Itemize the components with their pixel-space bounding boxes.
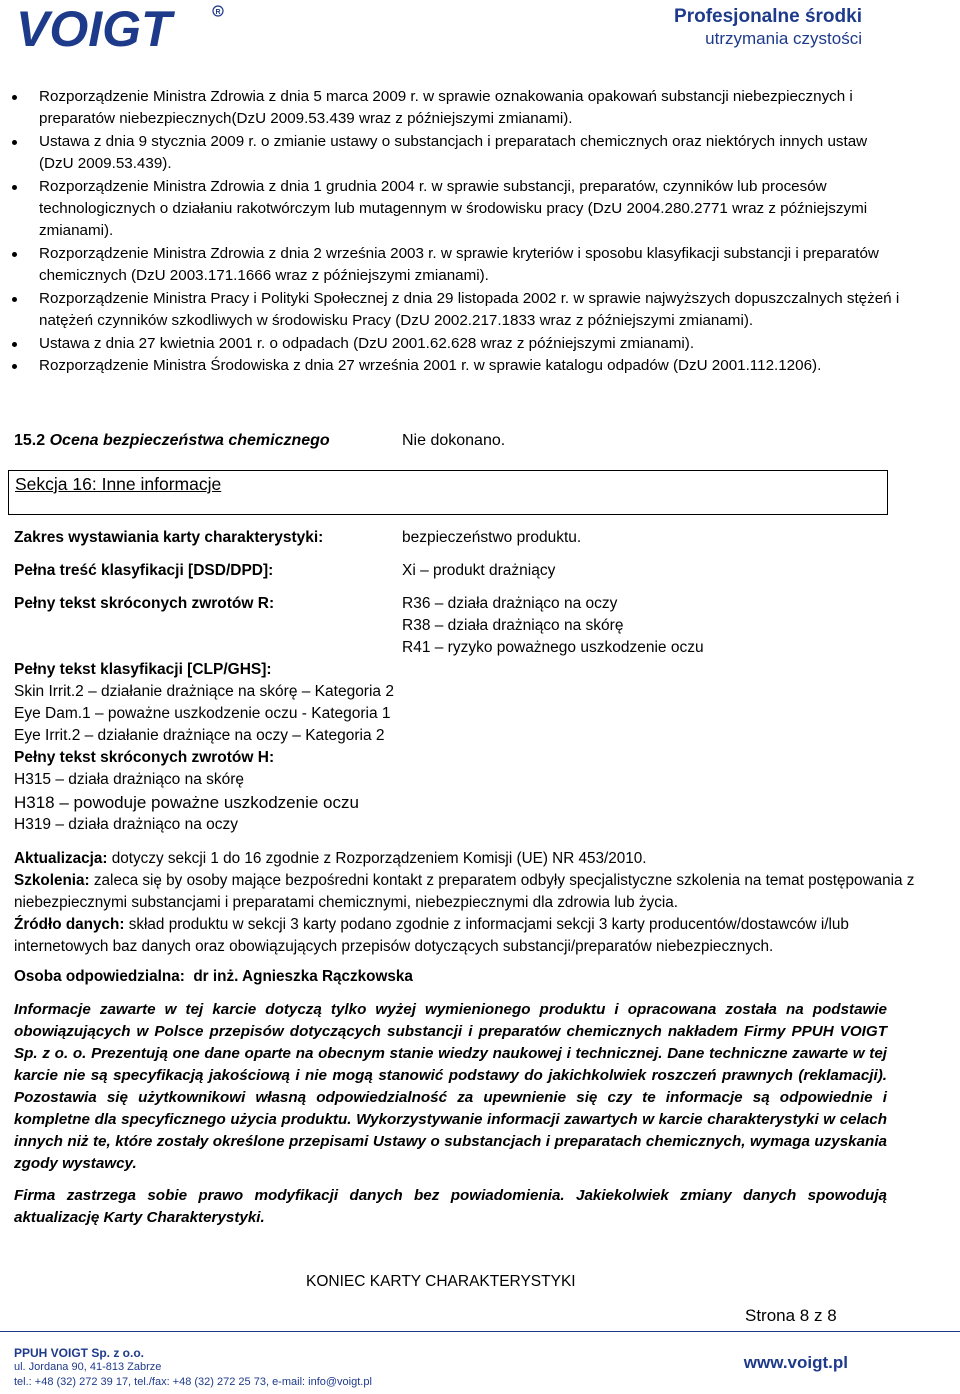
list-item: Ustawa z dnia 27 kwietnia 2001 r. o odpadach (DzU 2001.62.628 wraz z późniejszymi zmianami). — [0, 333, 900, 355]
responsible-person — [14, 966, 934, 988]
source-note — [14, 914, 934, 958]
tagline-1: Profesjonalne środki — [674, 6, 862, 27]
scope-label: Zakres wystawiania karty charakterystyki: — [14, 529, 324, 546]
source-label: Źródło danych: — [14, 916, 125, 933]
training-note — [14, 870, 934, 914]
section-16-heading-box — [8, 470, 888, 515]
clp-item: Skin Irrit.2 – działanie drażniące na skórę – Kategoria 2 — [14, 683, 394, 700]
list-item: Rozporządzenie Ministra Zdrowia z dnia 1 grudnia 2004 r. w sprawie substancji, preparatów, czynników lub procesów technologicznych o działaniu rakotwórczym lub mutagennym w środowisku pracy (DzU 2004.280.2771 wraz z późniejszymi zmianami). — [0, 176, 900, 243]
responsible-label: Osoba odpowiedzialna: — [14, 968, 185, 985]
section-title: Ocena bezpieczeństwa chemicznego — [49, 432, 330, 449]
list-item: Rozporządzenie Ministra Środowiska z dnia 27 września 2001 r. w sprawie katalogu odpadów (DzU 2001.112.1206). — [0, 355, 900, 377]
h-phrase: H318 – powoduje poważne uszkodzenie oczu — [14, 793, 359, 812]
update-note — [14, 848, 934, 870]
training-label: Szkolenia: — [14, 872, 90, 889]
page-number: Strona 8 z 8 — [745, 1306, 837, 1325]
h-phrase: H319 – działa drażniąco na oczy — [14, 816, 239, 833]
clp-label: Pełny tekst klasyfikacji [CLP/GHS]: — [14, 661, 272, 678]
disclaimer-paragraph: Informacje zawarte w tej karcie dotyczą tylko wyżej wymienionego produktu i opracowana została na podstawie obowiązujących w Polsce przepisów dotyczących substancji i preparatów chemicznych nakładem Firmy PPUH VOIGT Sp. z o. o. Prezentują one dane oparte na obecnym stanie wiedzy naukowej i technicznej. Dane techniczne zawarte w tej karcie nie są specyfikacją jakościową i nie mogą stanowić podstawy do jakichkolwiek roszczeń prawnych (reklamacji). Pozostawia się użytkownikowi własną odpowiedzialność za upewnienie się czy te informacje są odpowiednie i kompletne dla specyficznego użycia produktu. Wykorzystywanie informacji zawartych w karcie charakterystyki w celach innych niż te, które zostały określone przepisami Ustawy o substancjach i preparatach chemicznych, wymaga uzyskania zgody wystawcy. — [14, 1001, 887, 1172]
footer-company: PPUH VOIGT Sp. z o.o. — [14, 1346, 145, 1360]
responsible-name: dr inż. Agnieszka Rączkowska — [193, 968, 413, 985]
svg-text:R: R — [215, 9, 221, 16]
training-text: zaleca się by osoby mające bezpośredni kontakt z preparatem odbyły specjalistyczne szkolenia na temat postępowania z niebezpiecznymi substancjami i preparatami chemicznymi, niebezpiecznymi dla zdrowia lub życia. — [14, 872, 915, 911]
source-text: skład produktu w sekcji 3 karty podano zgodnie z informacjami sekcji 3 karty producentów/dostawców i/lub internetowych baz danych oraz obowiązujących przepisów dotyczących substancji/preparatów niebezpiecznych. — [14, 916, 849, 955]
dsd-label: Pełna treść klasyfikacji [DSD/DPD]: — [14, 562, 274, 579]
logo-text: VOIGT — [16, 2, 172, 52]
update-text: dotyczy sekcji 1 do 16 zgodnie z Rozporządzeniem Komisji (UE) NR 453/2010. — [107, 850, 647, 867]
disclaimer-paragraph: Firma zastrzega sobie prawo modyfikacji danych bez powiadomienia. Jakiekolwiek zmiany danych spowodują aktualizację Karty Charakterystyki. — [14, 1187, 887, 1226]
list-item: Ustawa z dnia 9 stycznia 2009 r. o zmianie ustawy o substancjach i preparatach chemicznych oraz niektórych innych ustaw (DzU 2009.53.439). — [0, 131, 900, 175]
voigt-logo — [14, 2, 224, 52]
section-15-2-heading — [14, 432, 330, 450]
update-label: Aktualizacja: — [14, 850, 108, 867]
section-15-2-value: Nie dokonano. — [402, 432, 506, 449]
list-item: Rozporządzenie Ministra Zdrowia z dnia 5 marca 2009 r. w sprawie oznakowania opakowań substancji niebezpiecznych i preparatów niebezpiecznych(DzU 2009.53.439 wraz z późniejszymi zmianami). — [0, 86, 900, 130]
r-phrase: R36 – działa drażniąco na oczy — [402, 595, 618, 612]
clp-item: Eye Irrit.2 – działanie drażniące na oczy – Kategoria 2 — [14, 727, 385, 744]
footer-divider — [0, 1331, 960, 1332]
footer-website-link[interactable]: www.voigt.pl — [743, 1353, 848, 1372]
dsd-value: Xi – produkt drażniący — [402, 562, 556, 579]
scope-value: bezpieczeństwo produktu. — [402, 529, 582, 546]
end-of-sheet: KONIEC KARTY CHARAKTERYSTYKI — [306, 1273, 576, 1290]
r-phrase: R38 – działa drażniąco na skórę — [402, 617, 624, 634]
clp-item: Eye Dam.1 – poważne uszkodzenie oczu - Kategoria 1 — [14, 705, 391, 722]
section-16-title: Sekcja 16: Inne informacje — [15, 474, 222, 494]
h-phrases-label: Pełny tekst skróconych zwrotów H: — [14, 749, 275, 766]
section-number: 15.2 — [14, 432, 46, 449]
regulations-list — [0, 86, 900, 378]
footer-address: ul. Jordana 90, 41-813 Zabrze — [14, 1361, 162, 1373]
footer-contact: tel.: +48 (32) 272 39 17, tel./fax: +48 (32) 272 25 73, e-mail: info@voigt.pl — [14, 1376, 372, 1388]
list-item: Rozporządzenie Ministra Pracy i Polityki Społecznej z dnia 29 listopada 2002 r. w sprawie najwyższych dopuszczalnych stężeń i natężeń czynników szkodliwych w środowisku Pracy (DzU 2002.217.1833 wraz z późniejszymi zmianami). — [0, 288, 900, 332]
r-phrases-label: Pełny tekst skróconych zwrotów R: — [14, 595, 275, 612]
list-item: Rozporządzenie Ministra Zdrowia z dnia 2 września 2003 r. w sprawie kryteriów i sposobu klasyfikacji substancji i preparatów chemicznych (DzU 2003.171.1666 wraz z późniejszymi zmianami). — [0, 243, 900, 287]
tagline-2: utrzymania czystości — [705, 29, 862, 48]
r-phrase: R41 – ryzyko poważnego uszkodzenie oczu — [402, 639, 704, 656]
h-phrase: H315 – działa drażniąco na skórę — [14, 771, 245, 788]
